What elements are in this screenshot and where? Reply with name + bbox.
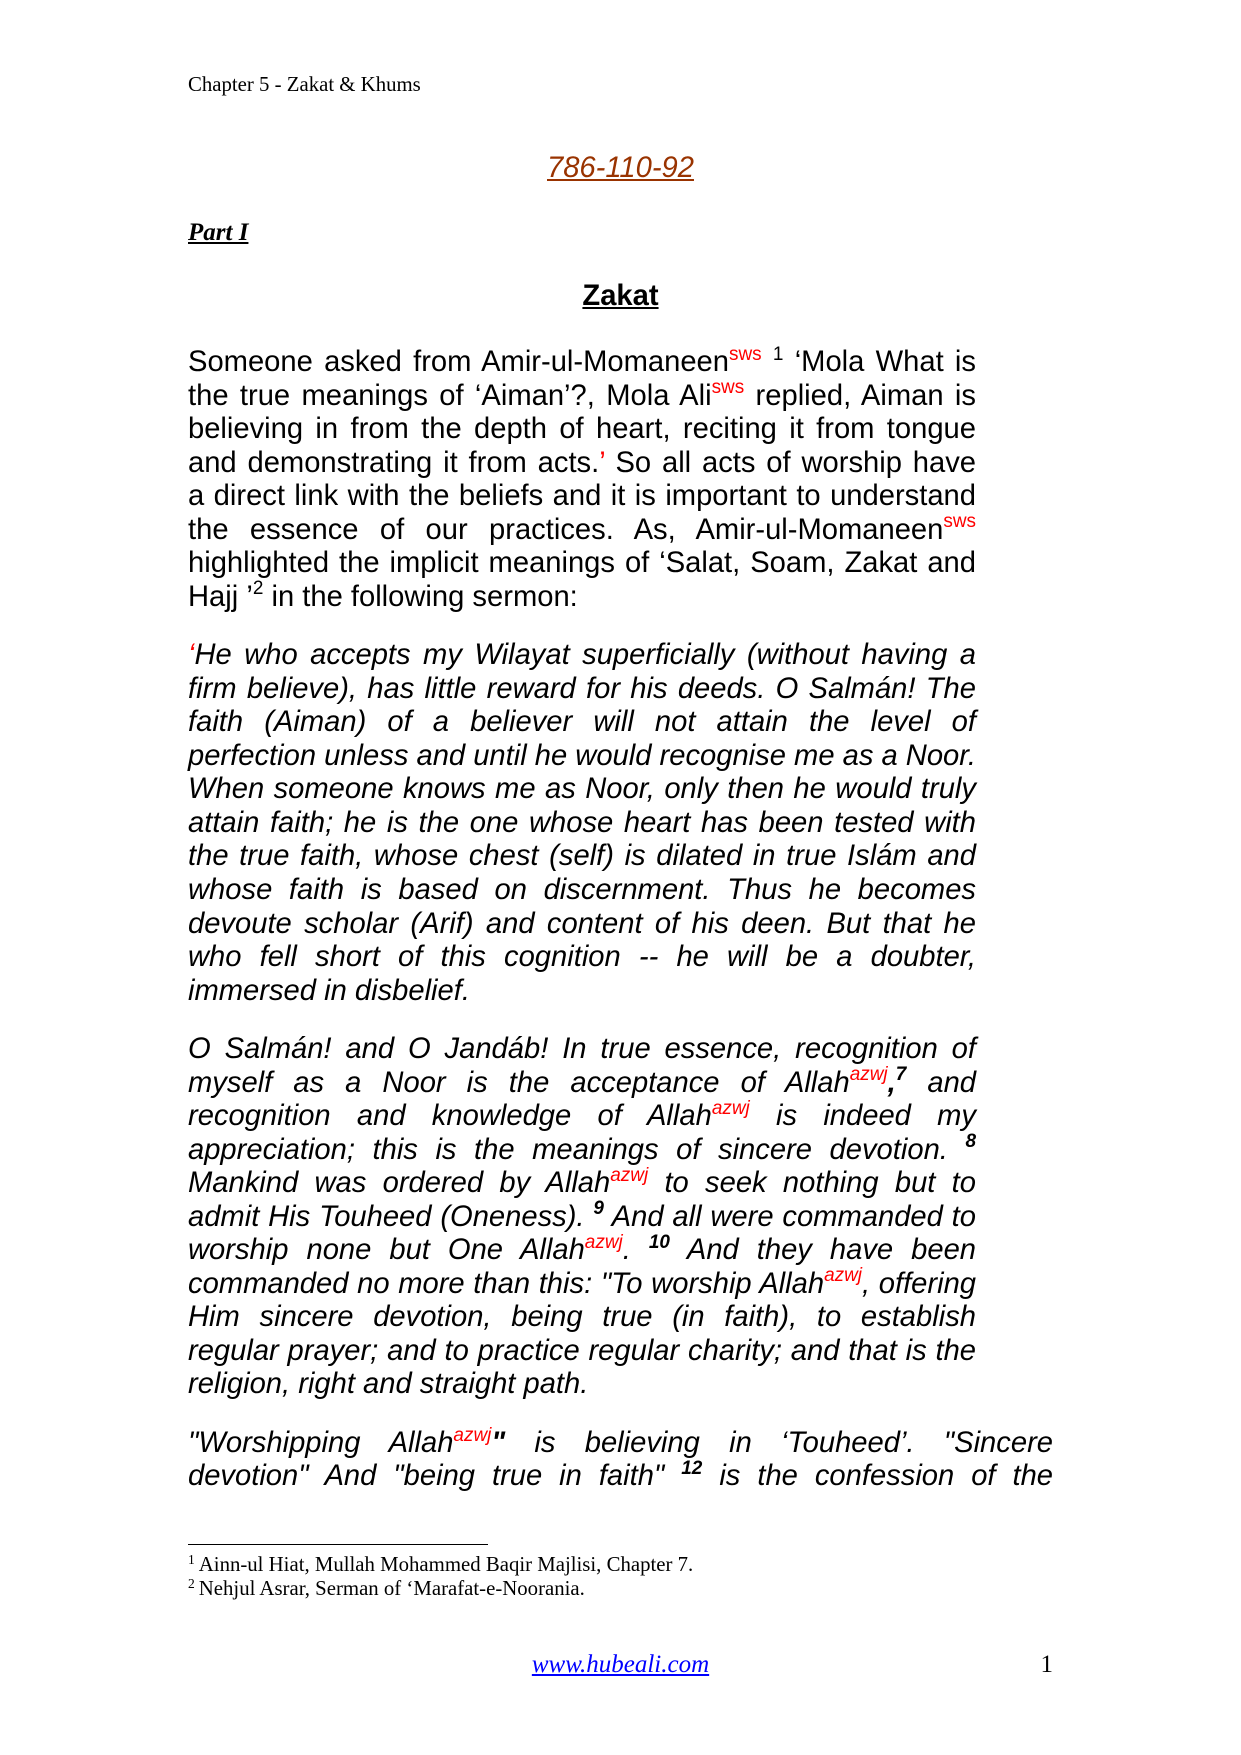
paragraph (188, 639, 1053, 1008)
reference-number: 10 (648, 1231, 670, 1253)
footnote-separator (188, 1544, 488, 1545)
footnote-mark: 1 (188, 1551, 195, 1567)
honorific-superscript: azwj (453, 1424, 492, 1446)
text-run: and (906, 1066, 977, 1099)
text-run: regular prayer; and to practice regular charity; and that is the (188, 1334, 976, 1367)
reference-number: 8 (965, 1131, 976, 1153)
page-number: 1 (1040, 1651, 1053, 1678)
text-run: Him sincere devotion, being true (in faith), to establish (188, 1301, 976, 1334)
text-line (188, 874, 976, 908)
text-run: So all acts of worship have (604, 446, 976, 479)
text-line (188, 975, 976, 1009)
text-run: faith (Aiman) of a believer will not attain the level of (188, 706, 976, 739)
text-run: appreciation; this is the meanings of sincere devotion. (188, 1133, 966, 1166)
honorific-superscript: azwj (824, 1265, 862, 1287)
text-run: worship none but One Allah (188, 1234, 585, 1267)
text-run: And all were commanded to (603, 1200, 976, 1233)
text-line (188, 941, 976, 975)
text-run: the true faith, whose chest (self) is dilated in true Islám and (188, 840, 976, 873)
text-line (188, 807, 976, 841)
text-line (188, 1460, 1053, 1494)
text-run: is indeed my (749, 1100, 977, 1133)
reference-number: 7 (895, 1064, 907, 1086)
text-line (188, 673, 976, 707)
text-run: "Worshipping Allah (188, 1426, 454, 1459)
paragraph (188, 343, 1053, 614)
text-line (188, 1033, 976, 1067)
paragraph (188, 1033, 1053, 1402)
text-run: When someone knows me as Noor, only then he would truly (188, 773, 976, 806)
footnote-text: Ainn-ul Hiat, Mullah Mohammed Baqir Majlisi, Chapter 7. (198, 1553, 694, 1576)
text-run: He who accepts my Wilayat superficially (without having a (194, 639, 976, 672)
honorific-superscript: azwj (584, 1231, 623, 1253)
text-line (188, 1164, 976, 1201)
text-line (188, 1231, 976, 1268)
website-link[interactable]: www.hubeali.com (531, 1651, 710, 1678)
text-line (188, 1424, 1053, 1461)
text-run: the essence of our practices. As, Amir-ul-Momaneen (188, 513, 944, 546)
footnote (188, 1577, 1053, 1601)
reference-number: 9 (593, 1198, 604, 1220)
text-run: devoute scholar (Arif) and content of his deen. But that he (188, 907, 976, 940)
text-line (188, 1335, 976, 1369)
running-header: Chapter 5 - Zakat & Khums (188, 73, 421, 96)
text-line (188, 1301, 976, 1335)
text-line (188, 840, 976, 874)
bold-punctuation: , (887, 1066, 896, 1099)
text-line (188, 511, 976, 548)
footnote-reference: 1 (772, 343, 784, 365)
text-run: the true meanings of ‘Aiman’?, Mola Ali (188, 379, 712, 412)
text-run: myself as a Noor is the acceptance of Allah (188, 1066, 850, 1099)
text-run: attain faith; he is the one whose heart has been tested with (188, 806, 976, 839)
text-run (762, 346, 773, 378)
text-line (188, 706, 976, 740)
text-run: is the confession of the (702, 1460, 1054, 1493)
text-run: is believing in ‘Touheed’. "Sincere (505, 1426, 1053, 1459)
text-line (188, 1368, 976, 1402)
text-run: Someone asked from Amir-ul-Momaneen (188, 346, 729, 378)
text-run: Mankind was ordered by Allah (188, 1167, 611, 1200)
text-run: in the following sermon: (263, 580, 578, 613)
text-line (188, 1097, 977, 1134)
text-line (188, 1064, 977, 1101)
text-run: believing in from the depth of heart, reciting it from tongue (188, 413, 976, 446)
text-run: to seek nothing but to (648, 1167, 976, 1200)
text-line (188, 639, 976, 673)
text-line (188, 480, 976, 514)
footnote-mark: 2 (188, 1575, 195, 1591)
text-line (188, 413, 976, 447)
honorific-superscript: sws (943, 511, 976, 533)
red-quote-mark: ‘ (188, 639, 195, 672)
text-line (188, 908, 976, 942)
honorific-superscript: azwj (849, 1064, 888, 1086)
text-run: Hajj ’ (188, 580, 253, 613)
text-run: highlighted the implicit meanings of ‘Salat, Soam, Zakat and (188, 547, 976, 580)
honorific-superscript: sws (711, 377, 745, 399)
text-run: devotion" And "being true in faith" (188, 1460, 682, 1493)
text-run: immersed in disbelief. (188, 974, 470, 1007)
footnotes (188, 1553, 1053, 1601)
text-run: firm believe), has little reward for his deeds. O Salmán! The (188, 672, 976, 705)
text-run: . (622, 1234, 649, 1267)
body-text (188, 343, 1054, 1519)
text-run: religion, right and straight path. (188, 1368, 589, 1401)
footnote (188, 1553, 1053, 1577)
text-run: , offering (862, 1267, 977, 1300)
text-run: commanded no more than this: "To worship Allah (188, 1267, 825, 1300)
footnote-text: Nehjul Asrar, Serman of ‘Marafat-e-Noorania. (198, 1577, 585, 1600)
footnote-reference: 2 (252, 578, 264, 600)
footer (188, 1651, 1053, 1679)
paragraph (188, 1424, 1054, 1494)
text-run: and demonstrating it from acts. (188, 446, 600, 479)
text-run: whose faith is based on discernment. Thus he becomes (188, 873, 976, 906)
text-line (188, 1131, 976, 1168)
text-run: admit His Touheed (Oneness). (188, 1200, 594, 1233)
code-title: 786-110-92 (547, 152, 694, 184)
text-line (188, 343, 976, 380)
text-run: replied, Aiman is (744, 379, 976, 412)
text-run: perfection unless and until he would recognise me as a Noor. (188, 739, 976, 772)
text-line (188, 578, 976, 615)
text-line (188, 547, 976, 581)
text-run: And they have been (669, 1234, 976, 1267)
red-quote-mark: ’ (599, 446, 605, 479)
text-run: who fell short of this cognition -- he will be a doubter, (188, 941, 976, 974)
text-run: O Salmán! and O Jandáb! In true essence, recognition of (188, 1033, 976, 1066)
bold-punctuation: " (491, 1426, 506, 1459)
part-label: Part I (188, 219, 249, 246)
text-line (188, 1265, 977, 1302)
honorific-superscript: azwj (610, 1164, 649, 1186)
text-run: a direct link with the beliefs and it is important to understand (188, 480, 976, 513)
text-run: ‘Mola What is (783, 346, 976, 378)
honorific-superscript: azwj (711, 1097, 750, 1119)
section-title: Zakat (582, 280, 659, 312)
reference-number: 12 (681, 1458, 703, 1480)
text-line (188, 1198, 976, 1235)
honorific-superscript: sws (728, 343, 762, 365)
text-line (188, 740, 976, 774)
text-run: recognition and knowledge of Allah (188, 1100, 712, 1133)
text-line (188, 773, 976, 807)
text-line (188, 377, 976, 414)
text-line (188, 447, 976, 481)
